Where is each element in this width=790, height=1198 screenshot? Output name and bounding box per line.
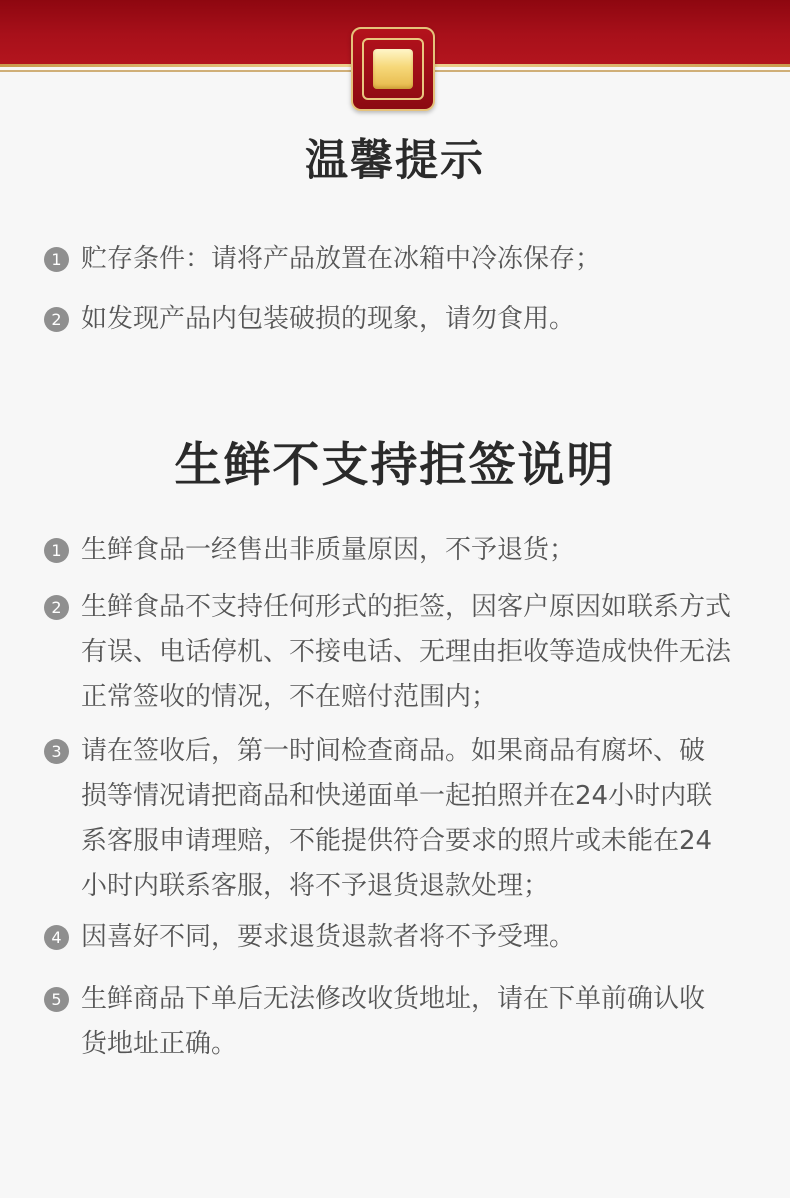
number-badge: 4 xyxy=(44,925,69,950)
number-badge: 2 xyxy=(44,595,69,620)
text-line: 有误、电话停机、不接电话、无理由拒收等造成快件无法 xyxy=(81,637,732,667)
number-badge: 1 xyxy=(44,247,69,272)
policy-title: 生鲜不支持拒签说明 xyxy=(174,438,616,493)
number-badge: 5 xyxy=(44,987,69,1012)
notice-title: 温馨提示 xyxy=(305,136,485,186)
emblem-core xyxy=(373,49,413,89)
gold-emblem-icon xyxy=(351,27,435,111)
policy-item-text xyxy=(81,729,761,909)
number-badge: 1 xyxy=(44,538,69,563)
notice-item-text: 贮存条件：请将产品放置在冰箱中冷冻保存； xyxy=(81,244,602,274)
policy-item-text xyxy=(81,585,761,720)
policy-item-text xyxy=(81,977,761,1067)
text-line: 货地址正确。 xyxy=(81,1029,238,1059)
policy-item-text: 生鲜食品一经售出非质量原因，不予退货； xyxy=(81,535,576,565)
text-line: 系客服申请理赔，不能提供符合要求的照片或未能在24 xyxy=(81,826,713,856)
text-line: 生鲜商品下单后无法修改收货地址，请在下单前确认收 xyxy=(81,984,706,1014)
text-line: 生鲜食品不支持任何形式的拒签，因客户原因如联系方式 xyxy=(81,592,732,622)
text-line: 请在签收后，第一时间检查商品。如果商品有腐坏、破 xyxy=(81,736,706,766)
number-badge: 2 xyxy=(44,307,69,332)
notice-item-text: 如发现产品内包装破损的现象，请勿食用。 xyxy=(81,304,576,334)
text-line: 小时内联系客服，将不予退货退款处理； xyxy=(81,871,550,901)
number-badge: 3 xyxy=(44,739,69,764)
text-line: 损等情况请把商品和快递面单一起拍照并在24小时内联 xyxy=(81,781,713,811)
policy-item-text: 因喜好不同，要求退货退款者将不予受理。 xyxy=(81,922,576,952)
text-line: 正常签收的情况，不在赔付范围内； xyxy=(81,682,498,712)
